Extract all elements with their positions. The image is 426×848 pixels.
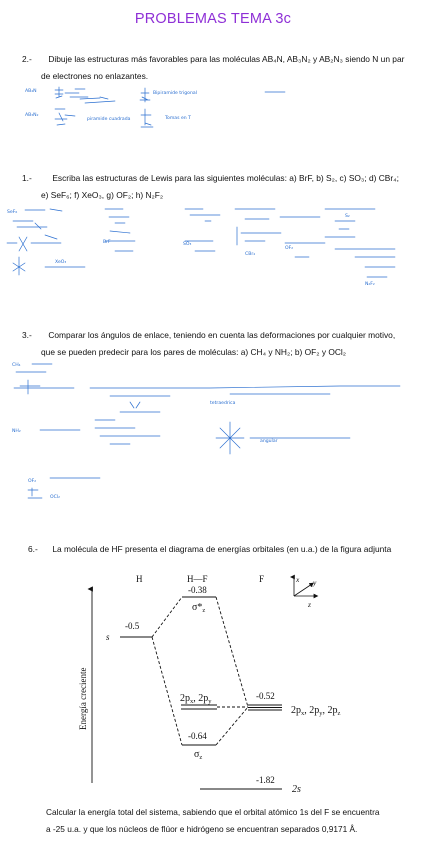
mo-energy-diagram xyxy=(70,565,370,800)
hw-piramide: piramide cuadrada xyxy=(87,117,131,122)
hw-sef6: SeF₆ xyxy=(7,210,18,215)
handwritten-answer-1 xyxy=(5,205,420,295)
hw-ab3n2: AB₃N₂ xyxy=(25,113,39,118)
hw-bipiramide: Bipiramide trigonal xyxy=(153,91,197,96)
problem-2 xyxy=(22,51,412,85)
hw-tetraedrica: tetraedrica xyxy=(210,401,236,406)
page-title: PROBLEMAS TEMA 3c xyxy=(134,11,292,27)
header-hf: H—F xyxy=(187,574,208,584)
hw-of2b: OF₂ xyxy=(28,479,37,484)
problem-text-line1: Comparar los ángulos de enlace, teniendo en cuenta las deformaciones por cualquier motivo, xyxy=(48,330,396,340)
header-h: H xyxy=(136,574,143,584)
problem-text-line1: Escriba las estructuras de Lewis para las siguientes moléculas: a) BrF, b) S₂, c) SO₃; d) CBr₄; xyxy=(52,173,399,183)
problem-text-line1: Dibuje las estructuras más favorables para las moléculas AB₄N, AB₃N₂ y AB₂N₃ siendo N un par xyxy=(48,54,405,64)
problem-text-line2: de electrones no enlazantes. xyxy=(41,71,149,81)
h-s-label: s xyxy=(106,632,110,642)
problem-text-line2: que se pueden predecir para los pares de moléculas: a) CH₄ y NH₂; b) OF₂ y OCl₂ xyxy=(41,347,347,357)
sigma-label: $\sigma_z$ xyxy=(194,749,203,761)
hw-n2f2: N₂F₂ xyxy=(365,282,375,287)
f-2s-energy: -1.82 xyxy=(256,775,275,785)
svg-text:y: y xyxy=(313,578,317,587)
problem-number: 3.- xyxy=(22,330,32,340)
nonbonding-label: $2p_x$, $2p_y$ xyxy=(180,693,212,705)
sigma-star-label: $\sigma*_z$ xyxy=(192,602,206,614)
svg-text:x: x xyxy=(296,575,300,584)
sigma-energy: -0.64 xyxy=(188,731,207,741)
header-f: F xyxy=(259,574,265,584)
hw-so3: SO₃ xyxy=(183,242,192,247)
problem-text-line1: La molécula de HF presenta el diagrama de energías orbitales (en u.a.) de la figura adjunta xyxy=(52,544,392,554)
handwritten-answer-3 xyxy=(10,358,420,508)
hw-xeo3: XeO₃ xyxy=(55,260,67,265)
problem-3 xyxy=(22,327,412,361)
hw-nh2: NH₂ xyxy=(12,429,21,434)
footer-line1: Calcular la energía total del sistema, sabiendo que el orbital atómico 1s del F se encuentra xyxy=(46,807,380,817)
svg-text:z: z xyxy=(308,600,311,609)
hw-angular: angular xyxy=(260,439,278,444)
problem-number: 1.- xyxy=(22,173,32,183)
footer-line2: a -25 u.a. y que los núcleos de flúor e hidrógeno se encuentran separados 0,9171 Å. xyxy=(46,824,358,834)
axis-label: Energía creciente xyxy=(78,667,88,730)
hw-ch4: CH₄ xyxy=(12,363,21,368)
hw-of2: OF₂ xyxy=(285,246,294,251)
handwritten-answer-2 xyxy=(25,85,325,135)
hw-ab4n: AB₄N xyxy=(25,89,37,94)
hw-tomas: Tomas en T xyxy=(165,116,191,121)
problem-number: 2.- xyxy=(22,54,32,64)
hw-ocl2: OCl₂ xyxy=(50,495,60,500)
h-s-energy: -0.5 xyxy=(125,621,140,631)
xyz-axes-icon xyxy=(294,575,317,609)
problem-6-question xyxy=(46,804,406,838)
problem-1 xyxy=(22,170,412,204)
problem-text-line2: e) SeF₆; f) XeO₃, g) OF₂; h) N₂F₂ xyxy=(41,190,164,200)
problem-number: 6.- xyxy=(28,544,38,554)
hw-brf: BrF xyxy=(103,240,111,245)
f-2p-label: $2p_x$, $2p_y$, $2p_z$ xyxy=(291,705,341,717)
f-2s-label: 2s xyxy=(292,784,301,795)
hw-cbr4: CBr₄ xyxy=(245,252,256,257)
problem-6 xyxy=(28,541,418,558)
sigma-star-energy: -0.38 xyxy=(188,585,207,595)
correlation-lines xyxy=(152,597,248,745)
hw-s2: S₂ xyxy=(345,214,350,219)
f-2p-energy: -0.52 xyxy=(256,691,275,701)
